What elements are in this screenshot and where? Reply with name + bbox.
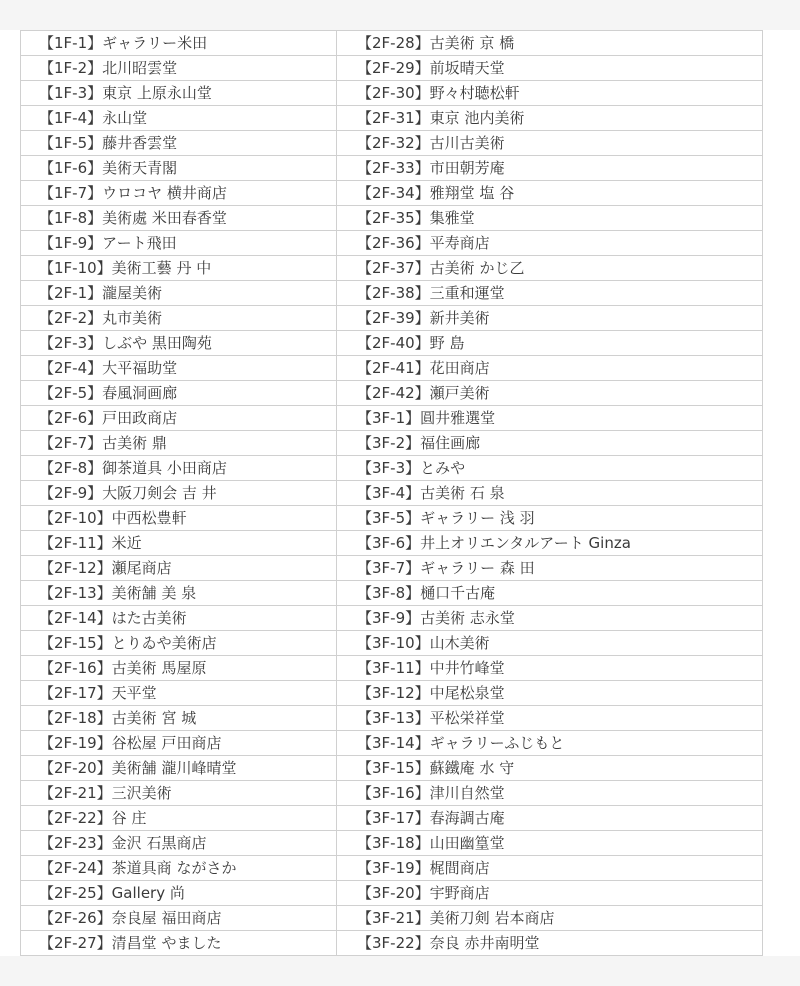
exhibitor-cell-right: 【2F-36】平寿商店 — [337, 231, 763, 256]
exhibitor-cell-right: 【3F-8】樋口千古庵 — [337, 581, 763, 606]
exhibitor-cell-right: 【3F-10】山木美術 — [337, 631, 763, 656]
exhibitor-cell-left: 【2F-4】大平福助堂 — [21, 356, 337, 381]
exhibitor-cell-left: 【2F-16】古美術 馬屋原 — [21, 656, 337, 681]
exhibitor-cell-left: 【2F-14】はた古美術 — [21, 606, 337, 631]
table-row — [21, 556, 763, 581]
exhibitor-cell-left: 【2F-1】瀧屋美術 — [21, 281, 337, 306]
table-row — [21, 681, 763, 706]
table-row — [21, 856, 763, 881]
exhibitor-cell-right: 【2F-38】三重和運堂 — [337, 281, 763, 306]
exhibitor-cell-left: 【2F-23】金沢 石黒商店 — [21, 831, 337, 856]
table-row — [21, 156, 763, 181]
exhibitor-cell-left: 【2F-9】大阪刀剣会 吉 井 — [21, 481, 337, 506]
exhibitor-cell-right: 【3F-18】山田幽篁堂 — [337, 831, 763, 856]
table-row — [21, 631, 763, 656]
exhibitor-cell-left: 【1F-5】藤井香雲堂 — [21, 131, 337, 156]
exhibitor-cell-right: 【2F-31】東京 池内美術 — [337, 106, 763, 131]
exhibitor-cell-left: 【1F-2】北川昭雲堂 — [21, 56, 337, 81]
exhibitor-cell-right: 【2F-41】花田商店 — [337, 356, 763, 381]
table-row — [21, 456, 763, 481]
table-row — [21, 131, 763, 156]
exhibitor-cell-left: 【2F-10】中西松豊軒 — [21, 506, 337, 531]
exhibitor-cell-left: 【2F-19】谷松屋 戸田商店 — [21, 731, 337, 756]
table-row — [21, 506, 763, 531]
table-row — [21, 606, 763, 631]
exhibitor-cell-right: 【3F-12】中尾松泉堂 — [337, 681, 763, 706]
exhibitor-cell-left: 【2F-25】Gallery 尚 — [21, 881, 337, 906]
exhibitor-cell-left: 【2F-6】戸田政商店 — [21, 406, 337, 431]
exhibitor-cell-right: 【2F-33】市田朝芳庵 — [337, 156, 763, 181]
exhibitor-cell-left: 【1F-10】美術工藝 丹 中 — [21, 256, 337, 281]
exhibitor-cell-right: 【2F-40】野 島 — [337, 331, 763, 356]
exhibitor-cell-left: 【1F-6】美術天青閣 — [21, 156, 337, 181]
exhibitor-cell-left: 【1F-9】アート飛田 — [21, 231, 337, 256]
exhibitor-cell-right: 【3F-17】春海調古庵 — [337, 806, 763, 831]
exhibitor-cell-left: 【2F-26】奈良屋 福田商店 — [21, 906, 337, 931]
exhibitor-cell-left: 【2F-7】古美術 鼎 — [21, 431, 337, 456]
exhibitor-table — [20, 30, 763, 956]
table-row — [21, 581, 763, 606]
table-row — [21, 831, 763, 856]
exhibitor-cell-left: 【1F-7】ウロコヤ 横井商店 — [21, 181, 337, 206]
exhibitor-cell-left: 【2F-5】春風洞画廊 — [21, 381, 337, 406]
exhibitor-cell-right: 【3F-9】古美術 志永堂 — [337, 606, 763, 631]
exhibitor-cell-right: 【3F-14】ギャラリーふじもと — [337, 731, 763, 756]
exhibitor-cell-right: 【3F-22】奈良 赤井南明堂 — [337, 931, 763, 956]
table-row — [21, 706, 763, 731]
table-row — [21, 181, 763, 206]
exhibitor-list-panel — [0, 30, 800, 956]
table-row — [21, 881, 763, 906]
table-row — [21, 531, 763, 556]
exhibitor-cell-right: 【2F-32】古川古美術 — [337, 131, 763, 156]
exhibitor-cell-left: 【2F-17】天平堂 — [21, 681, 337, 706]
exhibitor-cell-right: 【3F-19】梶間商店 — [337, 856, 763, 881]
exhibitor-cell-left: 【1F-1】ギャラリー米田 — [21, 31, 337, 56]
table-row — [21, 106, 763, 131]
exhibitor-cell-left: 【2F-20】美術舗 瀧川峰晴堂 — [21, 756, 337, 781]
exhibitor-cell-right: 【3F-3】とみや — [337, 456, 763, 481]
table-row — [21, 331, 763, 356]
table-row — [21, 56, 763, 81]
exhibitor-cell-right: 【2F-28】古美術 京 橋 — [337, 31, 763, 56]
exhibitor-cell-left: 【1F-3】東京 上原永山堂 — [21, 81, 337, 106]
exhibitor-cell-left: 【2F-15】とりゐや美術店 — [21, 631, 337, 656]
exhibitor-cell-right: 【2F-30】野々村聴松軒 — [337, 81, 763, 106]
exhibitor-cell-right: 【2F-29】前坂晴天堂 — [337, 56, 763, 81]
table-row — [21, 206, 763, 231]
exhibitor-cell-left: 【1F-4】永山堂 — [21, 106, 337, 131]
exhibitor-cell-left: 【2F-11】米近 — [21, 531, 337, 556]
exhibitor-cell-right: 【3F-2】福住画廊 — [337, 431, 763, 456]
exhibitor-cell-right: 【3F-13】平松栄祥堂 — [337, 706, 763, 731]
exhibitor-cell-left: 【2F-12】瀬尾商店 — [21, 556, 337, 581]
exhibitor-cell-right: 【3F-20】宇野商店 — [337, 881, 763, 906]
exhibitor-cell-right: 【3F-5】ギャラリー 浅 羽 — [337, 506, 763, 531]
exhibitor-cell-right: 【2F-42】瀬戸美術 — [337, 381, 763, 406]
table-row — [21, 756, 763, 781]
exhibitor-cell-right: 【3F-15】蘇鐵庵 水 守 — [337, 756, 763, 781]
table-row — [21, 356, 763, 381]
exhibitor-cell-left: 【2F-13】美術舗 美 泉 — [21, 581, 337, 606]
exhibitor-cell-left: 【2F-8】御茶道具 小田商店 — [21, 456, 337, 481]
exhibitor-cell-right: 【2F-37】古美術 かじ乙 — [337, 256, 763, 281]
exhibitor-cell-right: 【2F-34】雅翔堂 塩 谷 — [337, 181, 763, 206]
table-row — [21, 31, 763, 56]
table-row — [21, 906, 763, 931]
table-row — [21, 781, 763, 806]
table-row — [21, 231, 763, 256]
exhibitor-cell-left: 【1F-8】美術處 米田春香堂 — [21, 206, 337, 231]
table-row — [21, 806, 763, 831]
table-row — [21, 381, 763, 406]
exhibitor-cell-left: 【2F-3】しぶや 黒田陶苑 — [21, 331, 337, 356]
exhibitor-cell-left: 【2F-18】古美術 宮 城 — [21, 706, 337, 731]
table-row — [21, 306, 763, 331]
exhibitor-cell-left: 【2F-27】清昌堂 やました — [21, 931, 337, 956]
table-row — [21, 481, 763, 506]
table-row — [21, 256, 763, 281]
table-row — [21, 281, 763, 306]
exhibitor-cell-right: 【3F-6】井上オリエンタルアート Ginza — [337, 531, 763, 556]
exhibitor-cell-right: 【2F-35】集雅堂 — [337, 206, 763, 231]
exhibitor-cell-right: 【3F-16】津川自然堂 — [337, 781, 763, 806]
exhibitor-table-body — [21, 31, 763, 956]
table-row — [21, 81, 763, 106]
exhibitor-cell-right: 【3F-1】圓井雅選堂 — [337, 406, 763, 431]
exhibitor-cell-left: 【2F-2】丸市美術 — [21, 306, 337, 331]
exhibitor-cell-right: 【3F-21】美術刀剣 岩本商店 — [337, 906, 763, 931]
exhibitor-cell-left: 【2F-21】三沢美術 — [21, 781, 337, 806]
table-row — [21, 431, 763, 456]
table-row — [21, 731, 763, 756]
exhibitor-cell-right: 【3F-7】ギャラリー 森 田 — [337, 556, 763, 581]
table-row — [21, 406, 763, 431]
exhibitor-cell-right: 【3F-4】古美術 石 泉 — [337, 481, 763, 506]
exhibitor-cell-left: 【2F-22】谷 庄 — [21, 806, 337, 831]
table-row — [21, 656, 763, 681]
exhibitor-cell-left: 【2F-24】茶道具商 ながさか — [21, 856, 337, 881]
table-row — [21, 931, 763, 956]
exhibitor-cell-right: 【3F-11】中井竹峰堂 — [337, 656, 763, 681]
exhibitor-cell-right: 【2F-39】新井美術 — [337, 306, 763, 331]
